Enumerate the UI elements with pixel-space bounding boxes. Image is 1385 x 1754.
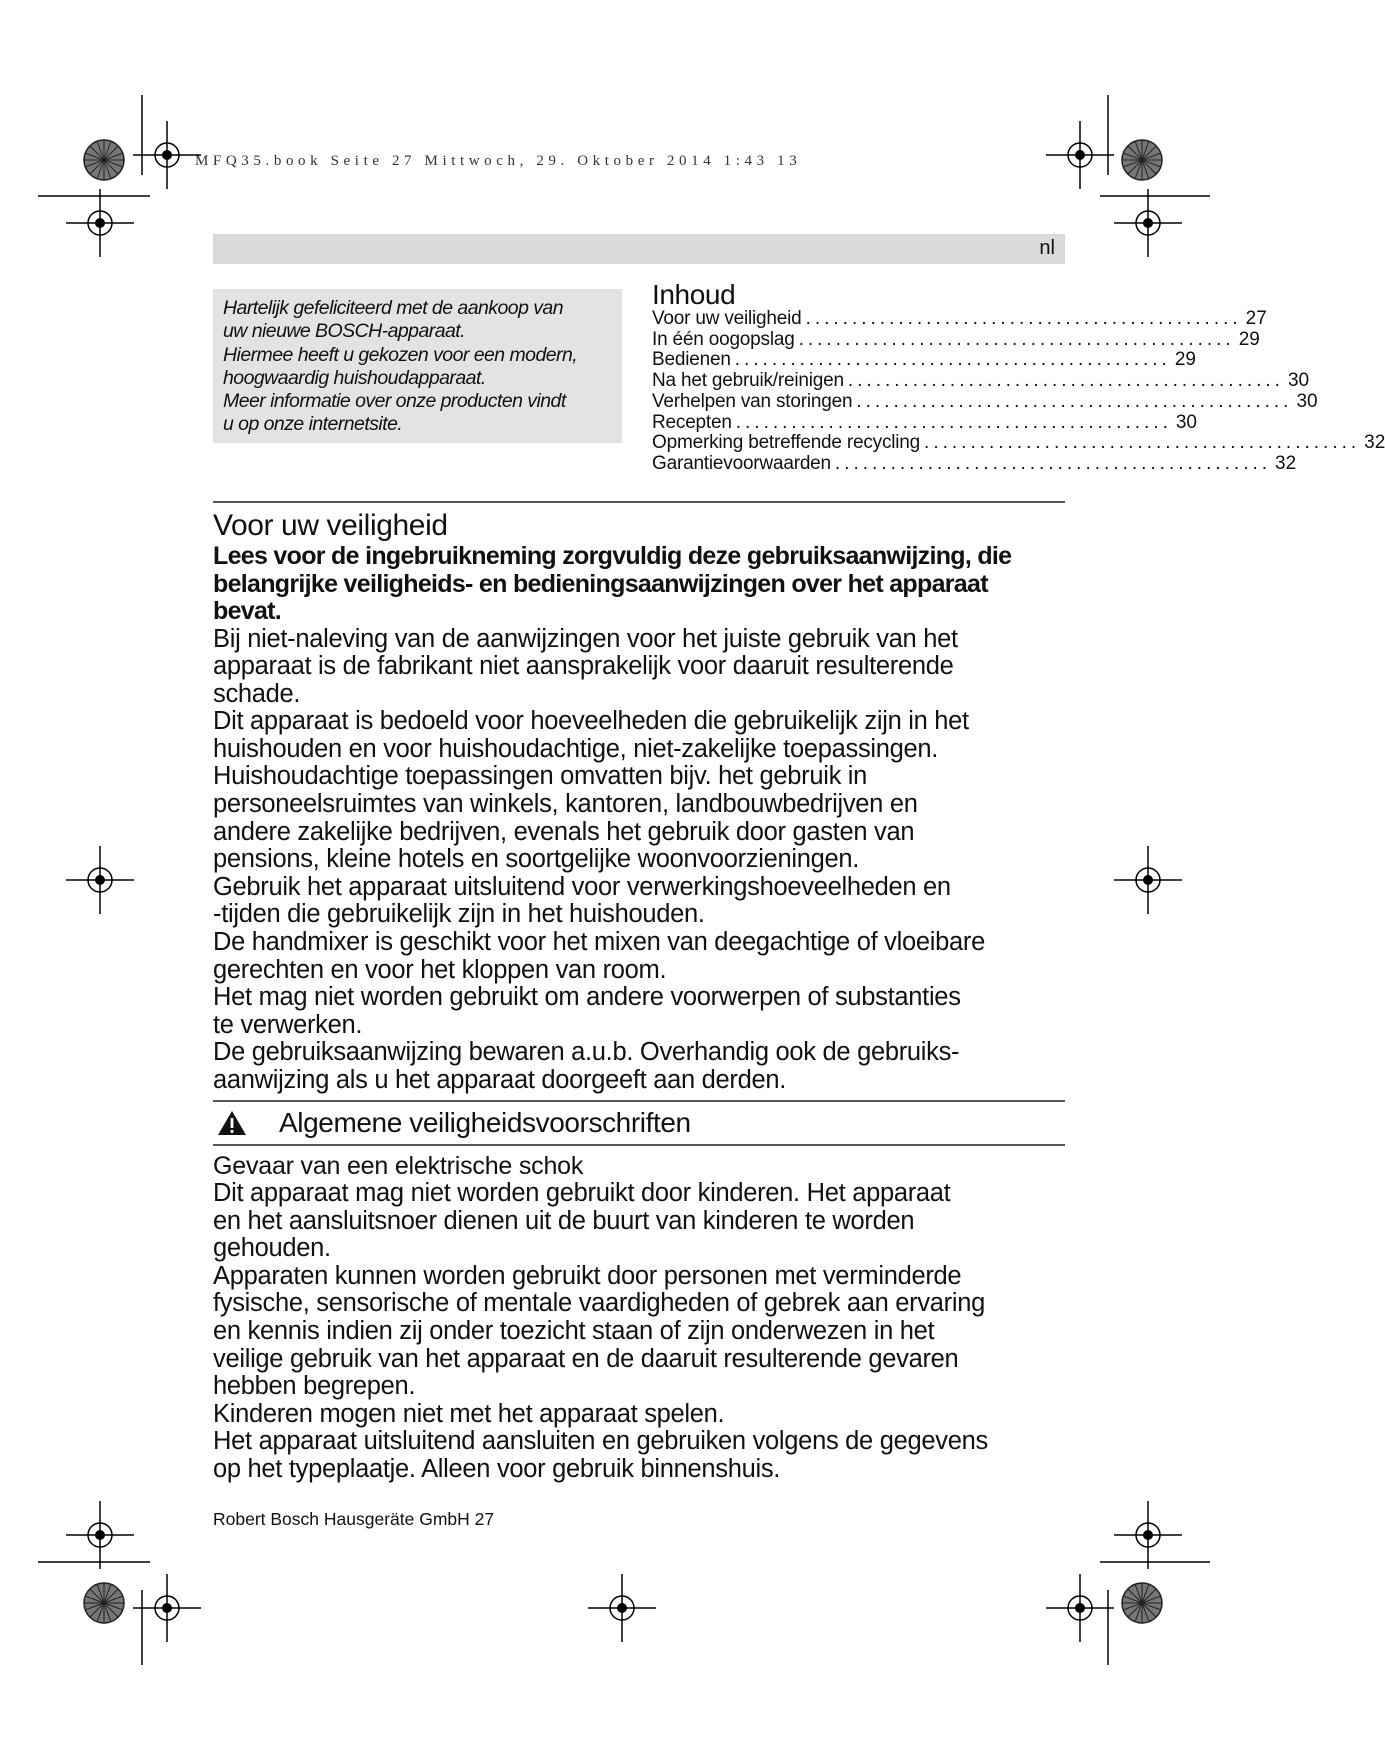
- toc-entry[interactable]: [652, 452, 1297, 475]
- body-line: te verwerken.: [213, 1010, 363, 1039]
- lead-line: bevat.: [213, 597, 282, 625]
- toc-leader: ...............................................: [734, 349, 1171, 371]
- toc-label: Voor uw veiligheid: [652, 308, 802, 329]
- toc-page: 32: [1364, 432, 1385, 454]
- body-line: Huishoudachtige toepassingen omvatten bijv. het gebruik in: [213, 762, 868, 791]
- body-line: op het typeplaatje. Alleen voor gebruik binnenshuis.: [213, 1454, 781, 1483]
- intro-box: [213, 289, 622, 443]
- toc-leader: ...............................................: [735, 411, 1172, 433]
- body-line: schade.: [213, 679, 301, 708]
- toc-title: Inhoud: [652, 279, 736, 310]
- toc-label: Recepten: [652, 411, 732, 433]
- body-line: apparaat is de fabrikant niet aansprakelijk voor daaruit resulterende: [213, 652, 954, 681]
- intro-line: Hartelijk gefeliciteerd met de aankoop van: [223, 297, 564, 319]
- toc-entry[interactable]: [652, 328, 1260, 351]
- toc-page: 29: [1238, 328, 1260, 350]
- body-line: Dit apparaat is bedoeld voor hoeveelheden die gebruikelijk zijn in het: [213, 707, 969, 736]
- toc-page: 29: [1174, 349, 1196, 371]
- subheading: Gevaar van een elektrische schok: [213, 1152, 584, 1180]
- body-line: andere zakelijke bedrijven, evenals het gebruik door gasten van: [213, 817, 915, 846]
- body-line: Gebruik het apparaat uitsluitend voor verwerkingshoeveelheden en: [213, 872, 951, 901]
- toc-entry[interactable]: [652, 308, 1267, 330]
- body-line: Kinderen mogen niet met het apparaat spelen.: [213, 1399, 725, 1428]
- section-heading: Voor uw veiligheid: [213, 509, 448, 542]
- table-of-contents: [652, 308, 1385, 475]
- toc-leader: ...............................................: [798, 328, 1235, 350]
- body-line: huishouden en voor huishoudachtige, niet-zakelijke toepassingen.: [213, 734, 939, 763]
- body-line: Het mag niet worden gebruikt om andere voorwerpen of substanties: [213, 983, 961, 1012]
- toc-entry[interactable]: [652, 411, 1197, 434]
- body-line: gehouden.: [213, 1234, 331, 1263]
- language-band: [213, 234, 1065, 264]
- toc-label: Verhelpen van storingen: [652, 390, 853, 412]
- body-line: en het aansluitsnoer dienen uit de buurt van kinderen te worden: [213, 1206, 915, 1235]
- toc-entry[interactable]: [652, 349, 1196, 371]
- toc-entry[interactable]: [652, 370, 1310, 392]
- body-line: aanwijzing als u het apparaat doorgeeft aan derden.: [213, 1066, 787, 1094]
- toc-entry[interactable]: [652, 432, 1385, 454]
- language-code: nl: [1039, 237, 1055, 259]
- body-line: -tijden die gebruikelijk zijn in het huishouden.: [213, 900, 705, 929]
- intro-line: hoogwaardig huishoudapparaat.: [223, 366, 486, 389]
- body-line: Apparaten kunnen worden gebruikt door personen met verminderde: [213, 1261, 962, 1290]
- toc-label: Garantievoorwaarden: [652, 452, 831, 474]
- safety-section: [213, 509, 1093, 1095]
- toc-leader: ...............................................: [924, 432, 1361, 454]
- toc-leader: ...............................................: [805, 308, 1242, 329]
- lead-line: belangrijke veiligheids- en bedieningsaanwijzingen over het apparaat: [213, 569, 988, 598]
- body-line: De handmixer is geschikt voor het mixen van deegachtige of vloeibare: [213, 928, 985, 957]
- toc-label: In één oogopslag: [652, 328, 795, 350]
- general-section: [213, 1152, 1093, 1484]
- body-line: fysische, sensorische of mentale vaardigheden of gebrek aan ervaring: [213, 1289, 985, 1318]
- toc-page: 30: [1296, 390, 1318, 412]
- divider: [213, 1144, 1065, 1146]
- toc-label: Opmerking betreffende recycling: [652, 432, 921, 454]
- toc-entry[interactable]: [652, 390, 1318, 413]
- warning-icon: [217, 1110, 247, 1136]
- body-line: veilige gebruik van het apparaat en de daaruit resulterende gevaren: [213, 1344, 959, 1373]
- toc-leader: ...............................................: [847, 370, 1284, 392]
- warning-heading: [213, 1104, 1065, 1142]
- body-line: personeelsruimtes van winkels, kantoren, landbouwbedrijven en: [213, 790, 918, 819]
- toc-page: 27: [1245, 308, 1267, 329]
- body-line: en kennis indien zij onder toezicht staan of zijn onderwezen in het: [213, 1316, 935, 1345]
- toc-page: 30: [1175, 411, 1197, 433]
- divider: [213, 1100, 1065, 1102]
- body-line: pensions, kleine hotels en soortgelijke woonvoorzieningen.: [213, 845, 860, 874]
- toc-label: Na het gebruik/reinigen: [652, 370, 844, 392]
- intro-line: Meer informatie over onze producten vindt: [223, 390, 566, 413]
- toc-leader: ...............................................: [856, 390, 1293, 412]
- body-line: Het apparaat uitsluitend aansluiten en gebruiken volgens de gegevens: [213, 1427, 988, 1456]
- print-header: MFQ35.book Seite 27 Mittwoch, 29. Oktober 2014 1:43 13: [195, 153, 802, 169]
- divider: [213, 501, 1065, 503]
- body-line: De gebruiksaanwijzing bewaren a.u.b. Overhandig ook de gebruiks-: [213, 1038, 960, 1067]
- lead-line: Lees voor de ingebruikneming zorgvuldig deze gebruiksaanwijzing, die: [213, 542, 1012, 570]
- body-line: Dit apparaat mag niet worden gebruikt door kinderen. Het apparaat: [213, 1179, 951, 1207]
- intro-line: u op onze internetsite.: [223, 413, 403, 436]
- warning-heading-text: Algemene veiligheidsvoorschriften: [279, 1107, 691, 1138]
- body-line: gerechten en voor het kloppen van room.: [213, 955, 667, 984]
- page-footer: Robert Bosch Hausgeräte GmbH 27: [213, 1509, 495, 1529]
- toc-label: Bedienen: [652, 349, 731, 371]
- toc-page: 30: [1287, 370, 1310, 392]
- body-line: Bij niet-naleving van de aanwijzingen voor het juiste gebruik van het: [213, 624, 958, 653]
- intro-line: Hiermee heeft u gekozen voor een modern,: [223, 343, 578, 366]
- toc-page: 32: [1275, 452, 1297, 474]
- toc-leader: ...............................................: [834, 452, 1272, 474]
- intro-line: uw nieuwe BOSCH-apparaat.: [223, 320, 466, 343]
- body-line: hebben begrepen.: [213, 1372, 416, 1401]
